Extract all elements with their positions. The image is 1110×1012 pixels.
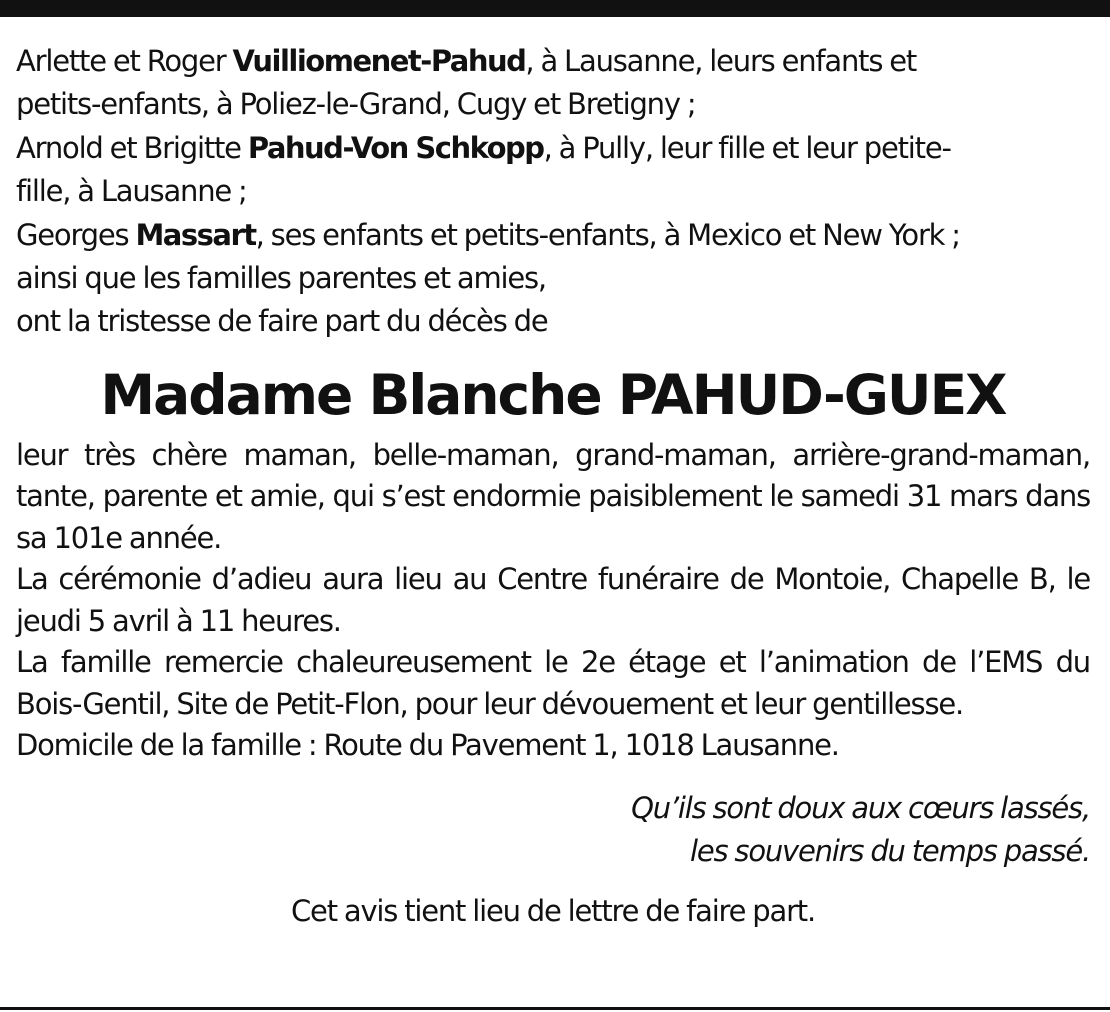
family-3-suffix: , ses enfants et petits-enfants, à Mexico et New York ; bbox=[255, 217, 960, 252]
family-1-suffix: , à Lausanne, leurs enfants et bbox=[525, 44, 917, 78]
family-2-prefix: Arnold et Brigitte bbox=[16, 130, 248, 165]
paragraph-ceremony: La cérémonie d’adieu aura lieu au Centre funéraire de Montoie, Chapelle B, le jeudi 5 avril à 11 heures. bbox=[16, 562, 1090, 638]
quote-line-1: Qu’ils sont doux aux cœurs lassés, bbox=[631, 790, 1090, 825]
memorial-quote bbox=[16, 787, 1090, 873]
closing-note: Cet avis tient lieu de lettre de faire part. bbox=[291, 893, 815, 928]
family-1-prefix: Arlette et Roger bbox=[16, 44, 233, 78]
intro-line-2: ont la tristesse de faire part du décès de bbox=[16, 304, 548, 339]
family-3-name: Massart bbox=[135, 217, 256, 252]
paragraph-address: Domicile de la famille : Route du Pavement 1, 1018 Lausanne. bbox=[16, 728, 839, 763]
family-entry-2 bbox=[16, 127, 1090, 214]
paragraph-tribute: leur très chère maman, belle-maman, grand-maman, arrière-grand-maman, tante, parente et amie, qui s’est endormie paisiblement le samedi 31 mars dans sa 101e année. bbox=[16, 437, 1090, 555]
intro-line-1: ainsi que les familles parentes et amies, bbox=[16, 261, 546, 296]
family-entry-3 bbox=[16, 214, 1090, 257]
bottom-border-rule bbox=[0, 1007, 1110, 1010]
family-2-name: Pahud-Von Schkopp bbox=[247, 130, 544, 165]
family-1-name: Vuilliomenet-Pahud bbox=[232, 44, 526, 78]
notice-body bbox=[16, 435, 1090, 767]
top-border-rule bbox=[0, 0, 1110, 17]
family-entry-1 bbox=[16, 40, 1090, 127]
deceased-name-heading: Madame Blanche PAHUD-GUEX bbox=[100, 362, 1006, 427]
family-3-prefix: Georges bbox=[16, 217, 136, 252]
paragraph-thanks: La famille remercie chaleureusement le 2e étage et l’animation de l’EMS du Bois-Gentil, Site de Petit-Flon, pour leur dévouement et leur gentillesse. bbox=[16, 645, 1090, 721]
quote-line-2: les souvenirs du temps passé. bbox=[689, 833, 1090, 868]
obituary-notice bbox=[16, 40, 1090, 933]
family-1-line2: petits-enfants, à Poliez-le-Grand, Cugy et Bretigny ; bbox=[16, 87, 696, 122]
family-2-line2: fille, à Lausanne ; bbox=[16, 174, 247, 209]
family-2-suffix: , à Pully, leur fille et leur petite- bbox=[543, 130, 951, 165]
